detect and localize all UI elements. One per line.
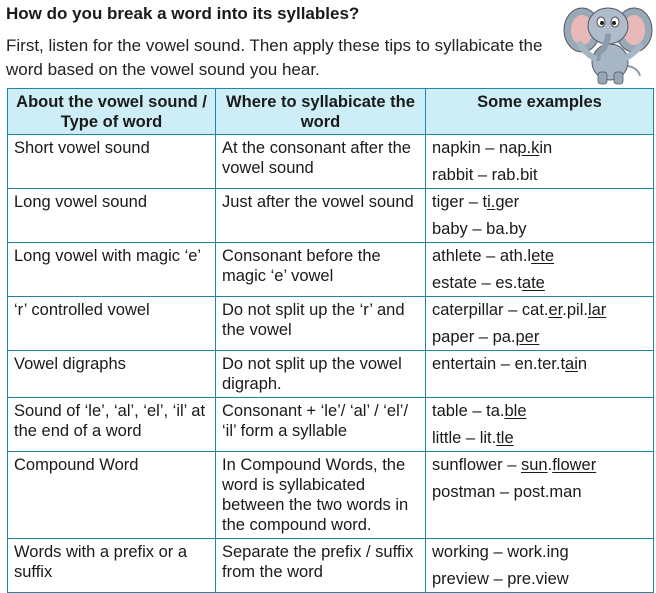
vowel-sound-cell: Vowel digraphs xyxy=(8,351,216,398)
table-row xyxy=(8,189,654,243)
where-cell: Separate the prefix / suffix from the word xyxy=(216,539,426,593)
examples-cell xyxy=(426,297,654,351)
example-word: table xyxy=(432,402,468,420)
table-row xyxy=(8,297,654,351)
examples-cell xyxy=(426,135,654,189)
example-item: baby – ba.by xyxy=(432,220,527,238)
table-row xyxy=(8,452,654,539)
elephant-icon xyxy=(560,0,656,86)
example-word: tiger xyxy=(432,193,465,211)
syllable-text: ger xyxy=(495,193,520,211)
where-cell: Consonant + ‘le’/ ‘al’ / ‘el’/ ‘il’ form a syllable xyxy=(216,398,426,452)
syllable-text: es.t xyxy=(495,274,522,292)
example-word: paper xyxy=(432,328,475,346)
underlined-syllable: ai xyxy=(565,355,578,373)
syllable-text: .pil. xyxy=(562,301,588,319)
table-row xyxy=(8,243,654,297)
examples-cell xyxy=(426,189,654,243)
syllable-text: t xyxy=(482,193,488,211)
underlined-syllable: p.k xyxy=(517,139,540,157)
syllable-text: . xyxy=(547,456,553,474)
example-word: postman xyxy=(432,483,496,501)
where-cell: Just after the vowel sound xyxy=(216,189,426,243)
example-item: working – work.ing xyxy=(432,543,569,561)
examples-cell xyxy=(426,243,654,297)
example-word: sunflower xyxy=(432,456,503,474)
header-examples: Some examples xyxy=(426,89,654,135)
examples-cell xyxy=(426,398,654,452)
syllable-text: na xyxy=(498,139,518,157)
header-vowel-sound: About the vowel sound / Type of word xyxy=(8,89,216,135)
syllable-text: rab.bit xyxy=(491,166,538,184)
example-word: rabbit xyxy=(432,166,474,184)
example-item: postman – post.man xyxy=(432,483,582,501)
underlined-syllable: ble xyxy=(504,402,527,420)
vowel-sound-cell: Sound of ‘le’, ‘al’, ‘el’, ‘il’ at the end of a word xyxy=(8,398,216,452)
syllable-text: ba.by xyxy=(486,220,527,238)
where-cell: In Compound Words, the word is syllabicated between the two words in the compound word. xyxy=(216,452,426,539)
underlined-syllable: sun xyxy=(520,456,548,474)
vowel-sound-cell: Long vowel with magic ‘e’ xyxy=(8,243,216,297)
underlined-syllable: tle xyxy=(496,429,514,447)
example-word: athlete xyxy=(432,247,482,265)
table-row xyxy=(8,135,654,189)
example-item: napkin – nap.kin xyxy=(432,139,553,157)
syllable-text: ath.l xyxy=(499,247,532,265)
syllable-text: pa. xyxy=(492,328,516,346)
underlined-syllable: lar xyxy=(587,301,607,319)
syllable-text: post.man xyxy=(513,483,582,501)
examples-cell xyxy=(426,351,654,398)
page-heading: How do you break a word into its syllables? xyxy=(6,4,360,23)
table-row xyxy=(8,398,654,452)
example-item: caterpillar – cat.er.pil.lar xyxy=(432,301,607,319)
vowel-sound-cell: Long vowel sound xyxy=(8,189,216,243)
example-word: baby xyxy=(432,220,468,238)
example-word: napkin xyxy=(432,139,481,157)
syllable-text: n xyxy=(577,355,588,373)
example-item: tiger – ti.ger xyxy=(432,193,520,211)
syllable-text: cat. xyxy=(521,301,549,319)
example-item: athlete – ath.lete xyxy=(432,247,555,265)
underlined-syllable: ate xyxy=(521,274,545,292)
example-item: rabbit – rab.bit xyxy=(432,166,538,184)
underlined-syllable: er xyxy=(548,301,563,319)
syllable-text: ta. xyxy=(486,402,505,420)
example-word: estate xyxy=(432,274,477,292)
underlined-syllable: ete xyxy=(531,247,555,265)
syllable-text: lit. xyxy=(479,429,497,447)
table-row xyxy=(8,351,654,398)
examples-cell xyxy=(426,452,654,539)
vowel-sound-cell: Short vowel sound xyxy=(8,135,216,189)
underlined-syllable: per xyxy=(515,328,540,346)
vowel-sound-cell: ‘r’ controlled vowel xyxy=(8,297,216,351)
table-header-row xyxy=(8,89,654,135)
example-item: preview – pre.view xyxy=(432,570,569,588)
table-row xyxy=(8,539,654,593)
example-word: working xyxy=(432,543,489,561)
vowel-sound-cell: Words with a prefix or a suffix xyxy=(8,539,216,593)
syllable-text: en.ter.t xyxy=(514,355,566,373)
example-item: paper – pa.per xyxy=(432,328,540,346)
example-word: caterpillar xyxy=(432,301,504,319)
where-cell: Consonant before the magic ‘e’ vowel xyxy=(216,243,426,297)
where-cell: Do not split up the ‘r’ and the vowel xyxy=(216,297,426,351)
intro-text: First, listen for the vowel sound. Then apply these tips to syllabicate the word based on the vowel sound you hear. xyxy=(6,36,543,79)
example-item: table – ta.ble xyxy=(432,402,527,420)
where-cell: At the consonant after the vowel sound xyxy=(216,135,426,189)
underlined-syllable: i. xyxy=(487,193,496,211)
header-where: Where to syllabicate the word xyxy=(216,89,426,135)
syllable-text: work.ing xyxy=(507,543,569,561)
example-word: preview xyxy=(432,570,489,588)
example-item: entertain – en.ter.tain xyxy=(432,355,588,373)
example-item: sunflower – sun.flower xyxy=(432,456,597,474)
example-word: entertain xyxy=(432,355,497,373)
example-word: little xyxy=(432,429,462,447)
vowel-sound-cell: Compound Word xyxy=(8,452,216,539)
example-item: little – lit.tle xyxy=(432,429,514,447)
syllable-text: in xyxy=(539,139,553,157)
where-cell: Do not split up the vowel digraph. xyxy=(216,351,426,398)
underlined-syllable: flower xyxy=(552,456,597,474)
examples-cell xyxy=(426,539,654,593)
syllable-text: pre.view xyxy=(507,570,569,588)
example-item: estate – es.tate xyxy=(432,274,545,292)
syllable-tips-table xyxy=(7,88,654,593)
